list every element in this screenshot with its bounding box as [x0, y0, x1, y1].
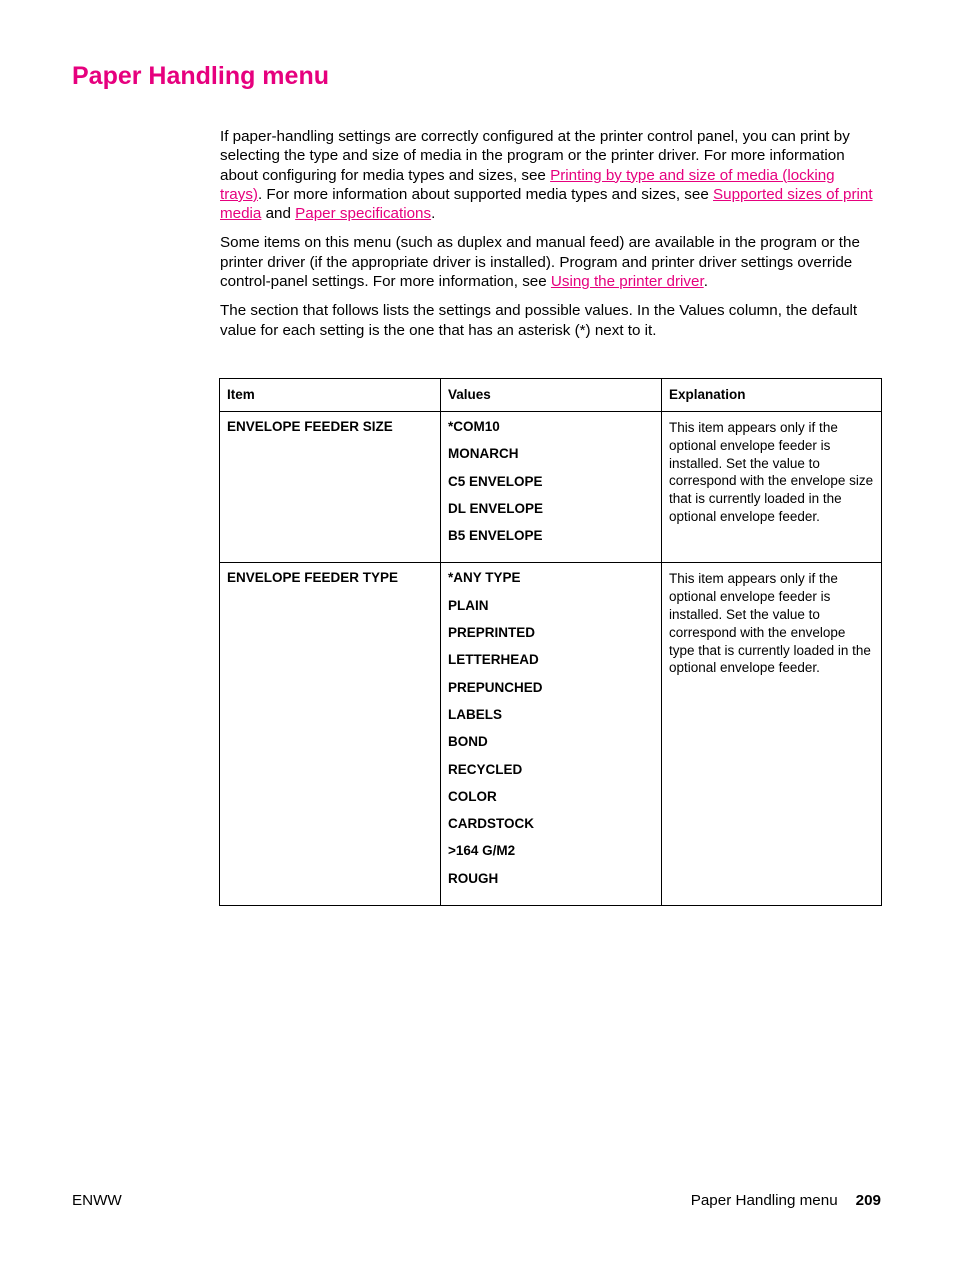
paragraph-1-text-b: . For more information about supported media types and sizes, see: [257, 185, 713, 203]
value-option: PREPRINTED: [448, 625, 536, 641]
footer-left: ENWW: [72, 1192, 122, 1209]
paragraph-1: [220, 127, 880, 223]
item-cell: ENVELOPE FEEDER TYPE: [220, 563, 441, 906]
values-cell: [441, 412, 662, 563]
table-row: [220, 412, 882, 563]
value-option: RECYCLED: [448, 761, 523, 777]
menu-settings-table: [219, 378, 882, 906]
value-option: BOND: [448, 734, 488, 750]
link-printing-by-type-and-size[interactable]: Printing by type and size of media (locking trays): [220, 166, 835, 203]
item-cell: ENVELOPE FEEDER SIZE: [220, 412, 441, 563]
value-option: >164 G/M2: [448, 843, 516, 859]
paragraph-2-text-a: Some items on this menu (such as duplex and manual feed) are available in the program or the printer driver (if the appropriate driver is installed). Program and printer driver settings override control-panel settings. For more information, see: [220, 234, 860, 291]
link-using-printer-driver[interactable]: Using the printer driver: [550, 273, 704, 291]
intro-text: [220, 127, 880, 350]
table-row: [220, 563, 882, 906]
footer-right: [691, 1192, 881, 1209]
header-item: Item: [220, 379, 441, 412]
value-option: *COM10: [448, 419, 500, 434]
paragraph-3: The section that follows lists the settings and possible values. In the Values column, the default value for each setting is the one that has an asterisk (*) next to it.: [220, 302, 858, 339]
value-option: LABELS: [448, 706, 502, 722]
value-option: CARDSTOCK: [448, 816, 535, 832]
paragraph-2: [220, 233, 880, 291]
page-number: 209: [855, 1192, 881, 1209]
value-option: LETTERHEAD: [448, 652, 539, 668]
value-option: MONARCH: [448, 446, 519, 462]
paragraph-1-text-a: If paper-handling settings are correctly configured at the printer control panel, you can print by selecting the type and size of media in the program or the printer driver. For more information about configuring for media types and sizes, see: [220, 128, 850, 184]
values-cell: [441, 563, 662, 906]
value-option: ROUGH: [448, 870, 499, 886]
value-option: PREPUNCHED: [448, 679, 543, 695]
link-paper-specifications[interactable]: Paper specifications: [295, 205, 432, 223]
page-title: Paper Handling menu: [72, 62, 329, 90]
value-option: *ANY TYPE: [448, 570, 521, 586]
explanation-cell: This item appears only if the optional envelope feeder is installed. Set the value to correspond with the envelope size that is currently loaded in the optional envelope feeder.: [662, 412, 882, 563]
explanation-cell: This item appears only if the optional envelope feeder is installed. Set the value to correspond with the envelope type that is currently loaded in the optional envelope feeder.: [662, 563, 882, 906]
table-header-row: [220, 379, 882, 412]
footer-section-title: Paper Handling menu: [690, 1192, 838, 1209]
value-option: B5 ENVELOPE: [448, 528, 543, 544]
value-option: PLAIN: [448, 597, 489, 613]
paragraph-1-text-c: and: [261, 205, 296, 223]
value-option: COLOR: [448, 788, 497, 804]
header-explanation: Explanation: [662, 379, 882, 412]
value-option: DL ENVELOPE: [448, 500, 544, 516]
value-option: C5 ENVELOPE: [448, 473, 543, 489]
paragraph-1-text-d: .: [431, 205, 436, 223]
header-values: Values: [441, 379, 662, 412]
paragraph-2-text-b: .: [703, 273, 708, 291]
link-supported-sizes[interactable]: Supported sizes of print media: [220, 185, 873, 223]
